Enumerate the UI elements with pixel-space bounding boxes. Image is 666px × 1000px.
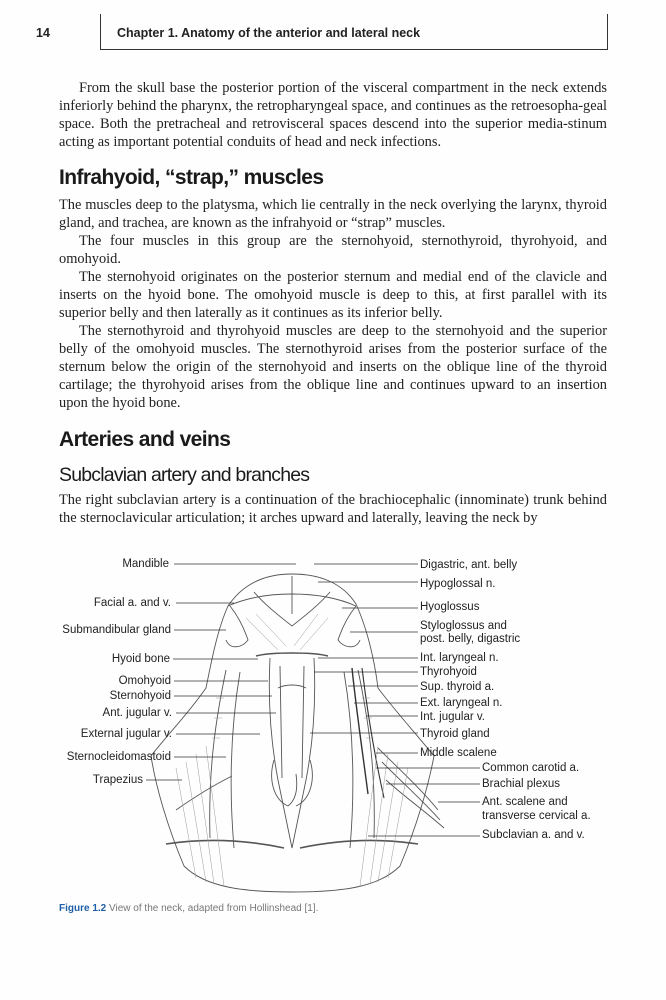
label-ext-laryngeal: Ext. laryngeal n. xyxy=(420,697,503,709)
clavicle-left-outline xyxy=(166,841,284,848)
label-facial: Facial a. and v. xyxy=(93,597,171,609)
heading-subclavian: Subclavian artery and branches xyxy=(59,464,310,486)
label-brachial-plexus: Brachial plexus xyxy=(482,778,560,790)
label-sup-thyroid: Sup. thyroid a. xyxy=(420,681,495,693)
running-head: Chapter 1. Anatomy of the anterior and lateral neck xyxy=(117,26,421,40)
label-digastric-ant: Digastric, ant. belly xyxy=(420,559,518,571)
figure-caption-text: View of the neck, adapted from Hollinshead [1]. xyxy=(109,903,319,914)
label-middle-scalene: Middle scalene xyxy=(420,747,497,759)
header-rule xyxy=(100,49,608,50)
label-hypoglossal: Hypoglossal n. xyxy=(420,578,496,590)
paragraph-sternothyroid: The sternothyroid and thyrohyoid muscles are deep to the sternohyoid and the superior belly of the omohyoid muscles. The sternothyroid arises from the posterior surface of the sternum below the origin of the sternohyoid and inserts on the oblique line of the thyroid cartilage; the thyrohyoid arises from the oblique line and continues upward to an insertion upon the hyoid bone. xyxy=(59,323,607,411)
label-common-carotid: Common carotid a. xyxy=(482,762,580,774)
figure-neck-anatomy xyxy=(56,548,616,898)
label-int-jugular: Int. jugular v. xyxy=(420,711,485,723)
paragraph-retropharyngeal: From the skull base the posterior portion of the visceral compartment in the neck extends inferiorly behind the pharynx, the retropharyngeal space, and continues as the retroesopha-geal space. Both the pretracheal and retrovisceral spaces descend into the superior media-stinum acting as important potential conduits of head and neck infections. xyxy=(59,80,607,150)
hyoid-outline xyxy=(256,653,328,656)
label-thyrohyoid: Thyrohyoid xyxy=(420,666,477,678)
paragraph-subclavian: The right subclavian artery is a continuation of the brachiocephalic (innominate) trunk behind the sternoclavicular articulation; it arches upward and laterally, leaving the neck by xyxy=(59,492,607,526)
label-hyoglossus: Hyoglossus xyxy=(420,601,480,613)
heading-arteries-veins: Arteries and veins xyxy=(59,428,231,451)
figure-caption xyxy=(59,903,318,914)
paragraph-strap-intro: The muscles deep to the platysma, which lie centrally in the neck overlying the larynx, thyroid gland, and trachea, are known as the infrahyoid or “strap” muscles. xyxy=(59,197,607,231)
label-int-laryngeal: Int. laryngeal n. xyxy=(420,652,499,664)
figure-caption-label: Figure 1.2 xyxy=(59,903,107,914)
scm-right-outline xyxy=(358,670,374,838)
neck-outline xyxy=(151,574,434,756)
paragraph-sternohyoid: The sternohyoid originates on the posterior sternum and medial end of the clavicle and inserts on the hyoid bone. The omohyoid muscle is deep to this, at first parallel with its superior belly and then laterally as it continues as its inferior belly. xyxy=(59,269,607,321)
label-submandibular: Submandibular gland xyxy=(62,624,171,636)
header-divider-right xyxy=(607,14,608,50)
clavicle-right-outline xyxy=(300,841,418,848)
strap-muscles-outline xyxy=(269,658,314,848)
label-styloglossus-2: post. belly, digastric xyxy=(420,633,521,645)
label-ant-jugular: Ant. jugular v. xyxy=(102,707,172,719)
label-sternocleidomastoid: Sternocleidomastoid xyxy=(66,751,171,763)
label-ant-scalene-1: Ant. scalene and xyxy=(482,796,568,808)
label-trapezius: Trapezius xyxy=(92,774,143,786)
label-thyroid-gland: Thyroid gland xyxy=(420,728,490,740)
carotid-outline xyxy=(352,668,368,794)
chest-outline xyxy=(151,756,434,892)
label-omohyoid: Omohyoid xyxy=(118,675,171,687)
page-header xyxy=(0,0,666,50)
label-mandible: Mandible xyxy=(122,558,169,570)
scm-left-outline xyxy=(210,670,226,838)
label-styloglossus-1: Styloglossus and xyxy=(420,620,507,632)
label-ant-scalene-2: transverse cervical a. xyxy=(482,810,591,822)
label-external-jugular: External jugular v. xyxy=(80,728,172,740)
heading-infrahyoid: Infrahyoid, “strap,” muscles xyxy=(59,166,324,189)
header-divider-left xyxy=(100,14,101,50)
label-subclavian: Subclavian a. and v. xyxy=(482,829,585,841)
label-hyoid: Hyoid bone xyxy=(111,653,170,665)
page-number: 14 xyxy=(36,26,50,40)
label-sternohyoid: Sternohyoid xyxy=(109,690,171,702)
paragraph-four-muscles: The four muscles in this group are the sternohyoid, sternothyroid, thyrohyoid, and omohyoid. xyxy=(59,233,607,267)
thyroid-outline xyxy=(272,760,313,806)
